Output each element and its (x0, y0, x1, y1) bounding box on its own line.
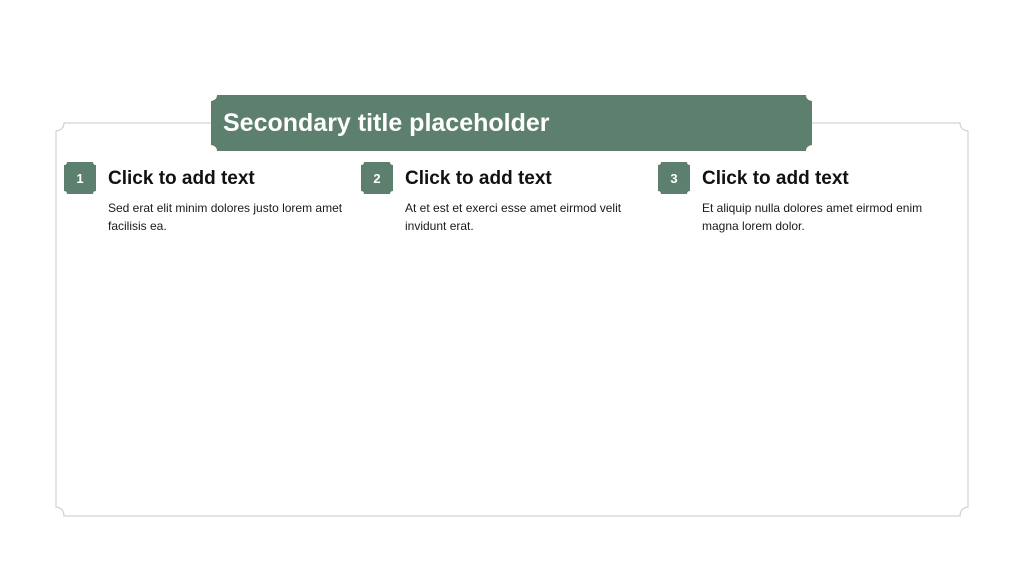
number-badge (64, 162, 96, 194)
badge-number: 1 (76, 171, 84, 186)
item-body[interactable]: At et est et exerci esse amet eirmod velit invidunt erat. (405, 201, 622, 233)
item-heading[interactable]: Click to add text (405, 168, 552, 189)
number-badge (361, 162, 393, 194)
title-banner[interactable] (211, 95, 812, 151)
item-heading[interactable]: Click to add text (702, 168, 849, 189)
badge-number: 3 (670, 171, 678, 186)
slide-title[interactable]: Secondary title placeholder (223, 109, 550, 137)
item-body[interactable]: Et aliquip nulla dolores amet eirmod enim magna lorem dolor. (702, 201, 923, 233)
item-heading[interactable]: Click to add text (108, 168, 255, 189)
item-body[interactable]: Sed erat elit minim dolores justo lorem amet facilisis ea. (108, 201, 343, 233)
badge-number: 2 (373, 171, 381, 186)
number-badge (658, 162, 690, 194)
